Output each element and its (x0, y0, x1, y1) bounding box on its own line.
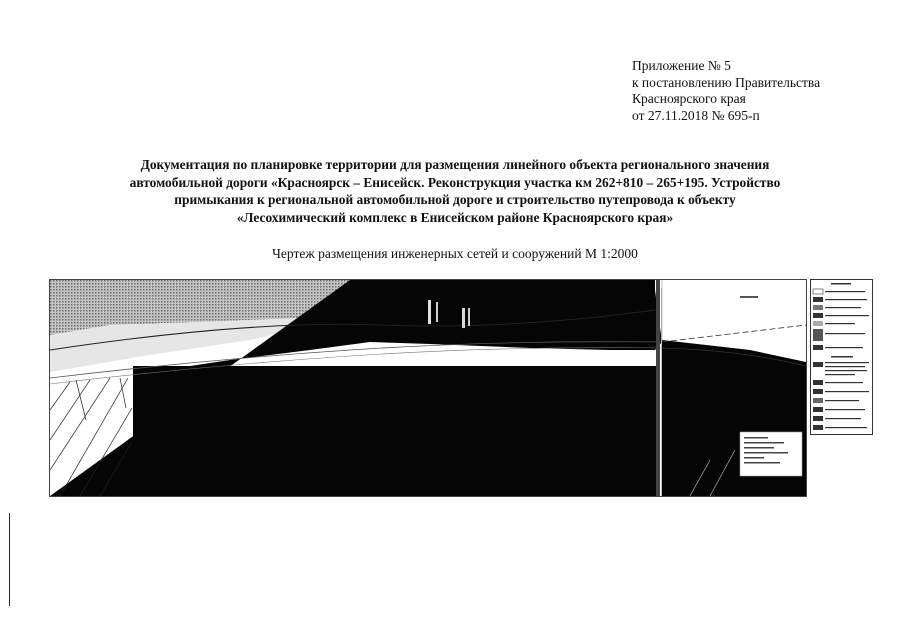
legend-svg (811, 280, 872, 434)
pipeline (428, 300, 431, 324)
pipeline (436, 302, 438, 322)
terrain-label (740, 296, 758, 298)
engineering-drawing-svg (50, 280, 806, 496)
appendix-region: Красноярского края (632, 91, 746, 106)
road-line (662, 325, 806, 342)
pipeline (656, 280, 660, 496)
appendix-number: Приложение № 5 (632, 58, 731, 73)
document-title-line: «Лесохимический комплекс в Енисейском районе Красноярского края» (236, 209, 674, 225)
margin-mark (9, 513, 10, 606)
document-title-line: автомобильной дороги «Красноярск – Енисейск. Реконструкция участка км 262+810 – 265+195. Устройство (129, 174, 781, 190)
stamp-block (740, 432, 802, 476)
drawing-legend (810, 279, 873, 435)
appendix-block (632, 58, 820, 124)
pipeline (468, 308, 470, 326)
drawing-subtitle: Чертеж размещения инженерных сетей и сооружений М 1:2000 (272, 246, 638, 261)
appendix-resolution: к постановлению Правительства (632, 74, 821, 90)
engineering-drawing (49, 279, 807, 497)
document-title (60, 156, 850, 226)
pipeline (462, 308, 465, 328)
drawing-dark-fill (133, 366, 658, 496)
document-title-line: Документация по планировке территории для размещения линейного объекта регионального значения (140, 157, 770, 172)
document-title-line: примыкания к региональной автомобильной дороге и строительство путепровода к объекту (174, 192, 736, 207)
appendix-date: от 27.11.2018 № 695-п (632, 107, 760, 123)
